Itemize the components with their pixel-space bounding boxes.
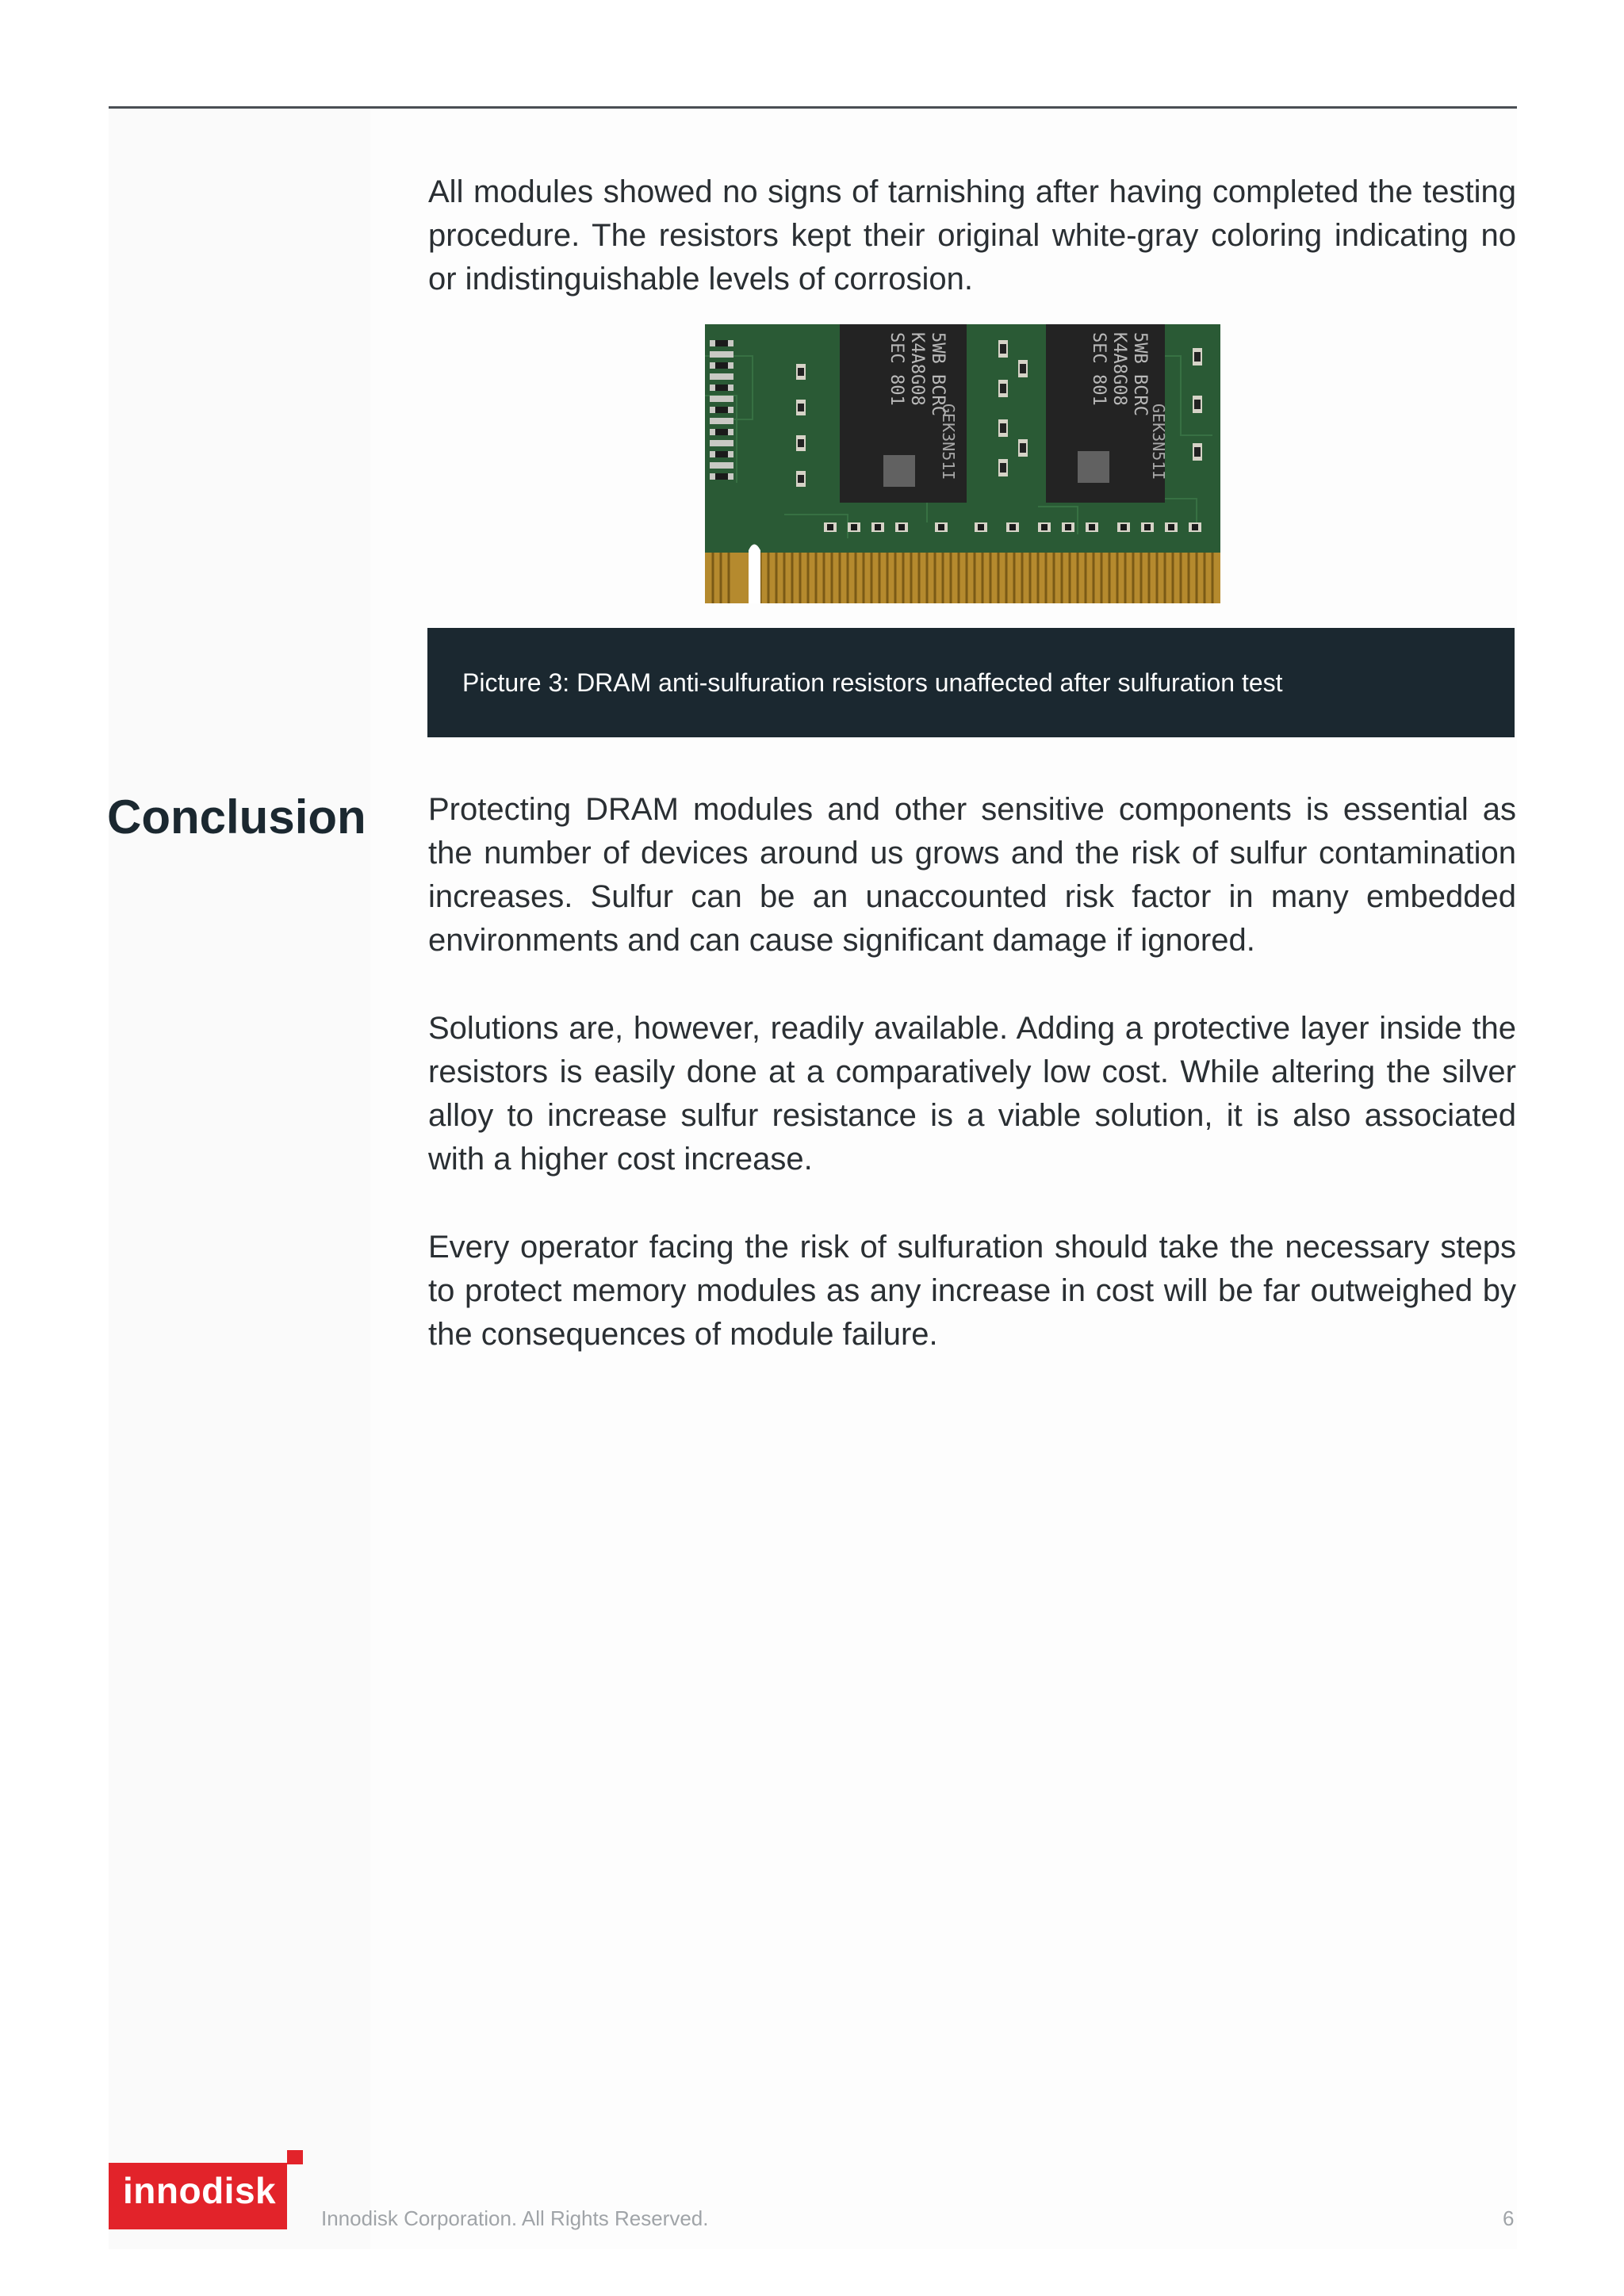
chip-right-line4: GEK3N51I [1149,404,1168,480]
chip-left-line4: GEK3N51I [939,404,958,480]
chip-right-line2: K4A8G08 [1109,332,1129,406]
chip-right-line1: SEC 801 [1089,332,1109,406]
conclusion-paragraph-1: Protecting DRAM modules and other sensitive components is essential as the number of devices around us grows and the risk of sulfur contamination increases. Sulfur can be an unaccounted risk factor in many embedded environments and can cause significant damage if ignored. [428,792,1516,958]
dram-module-photo [705,324,1220,603]
chip-right-line3: 5WB BCRC [1130,332,1150,416]
section-heading-conclusion: Conclusion [107,790,366,844]
logo-red-square [287,2150,303,2164]
conclusion-paragraph-2: Solutions are, however, readily available. Adding a protective layer inside the resistors is easily done at a comparatively low cost. While altering the silver alloy to increase sulfur resistance is a viable solution, it is also associated with a higher cost increase. [428,1011,1516,1177]
figure-caption: Picture 3: DRAM anti-sulfuration resistors unaffected after sulfuration test [462,668,1283,697]
figure-caption-box [427,628,1515,737]
conclusion-paragraph-3: Every operator facing the risk of sulfuration should take the necessary steps to protect memory modules as any increase in cost will be far outweighed by the consequences of module failure. [428,1230,1516,1352]
chip-left-line3: 5WB BCRC [928,332,948,416]
intro-paragraph: All modules showed no signs of tarnishing after having completed the testing procedure. The resistors kept their original white-gray coloring indicating no or indistinguishable levels of corrosion. [428,174,1516,297]
footer-copyright: Innodisk Corporation. All Rights Reserved. [321,2206,709,2230]
logo-text: innodisk [123,2170,277,2211]
left-column-background [109,109,370,2249]
chip-left-line1: SEC 801 [887,332,906,406]
page-number: 6 [1503,2206,1515,2230]
chip-left-line2: K4A8G08 [907,332,927,406]
innodisk-logo [109,2150,287,2229]
